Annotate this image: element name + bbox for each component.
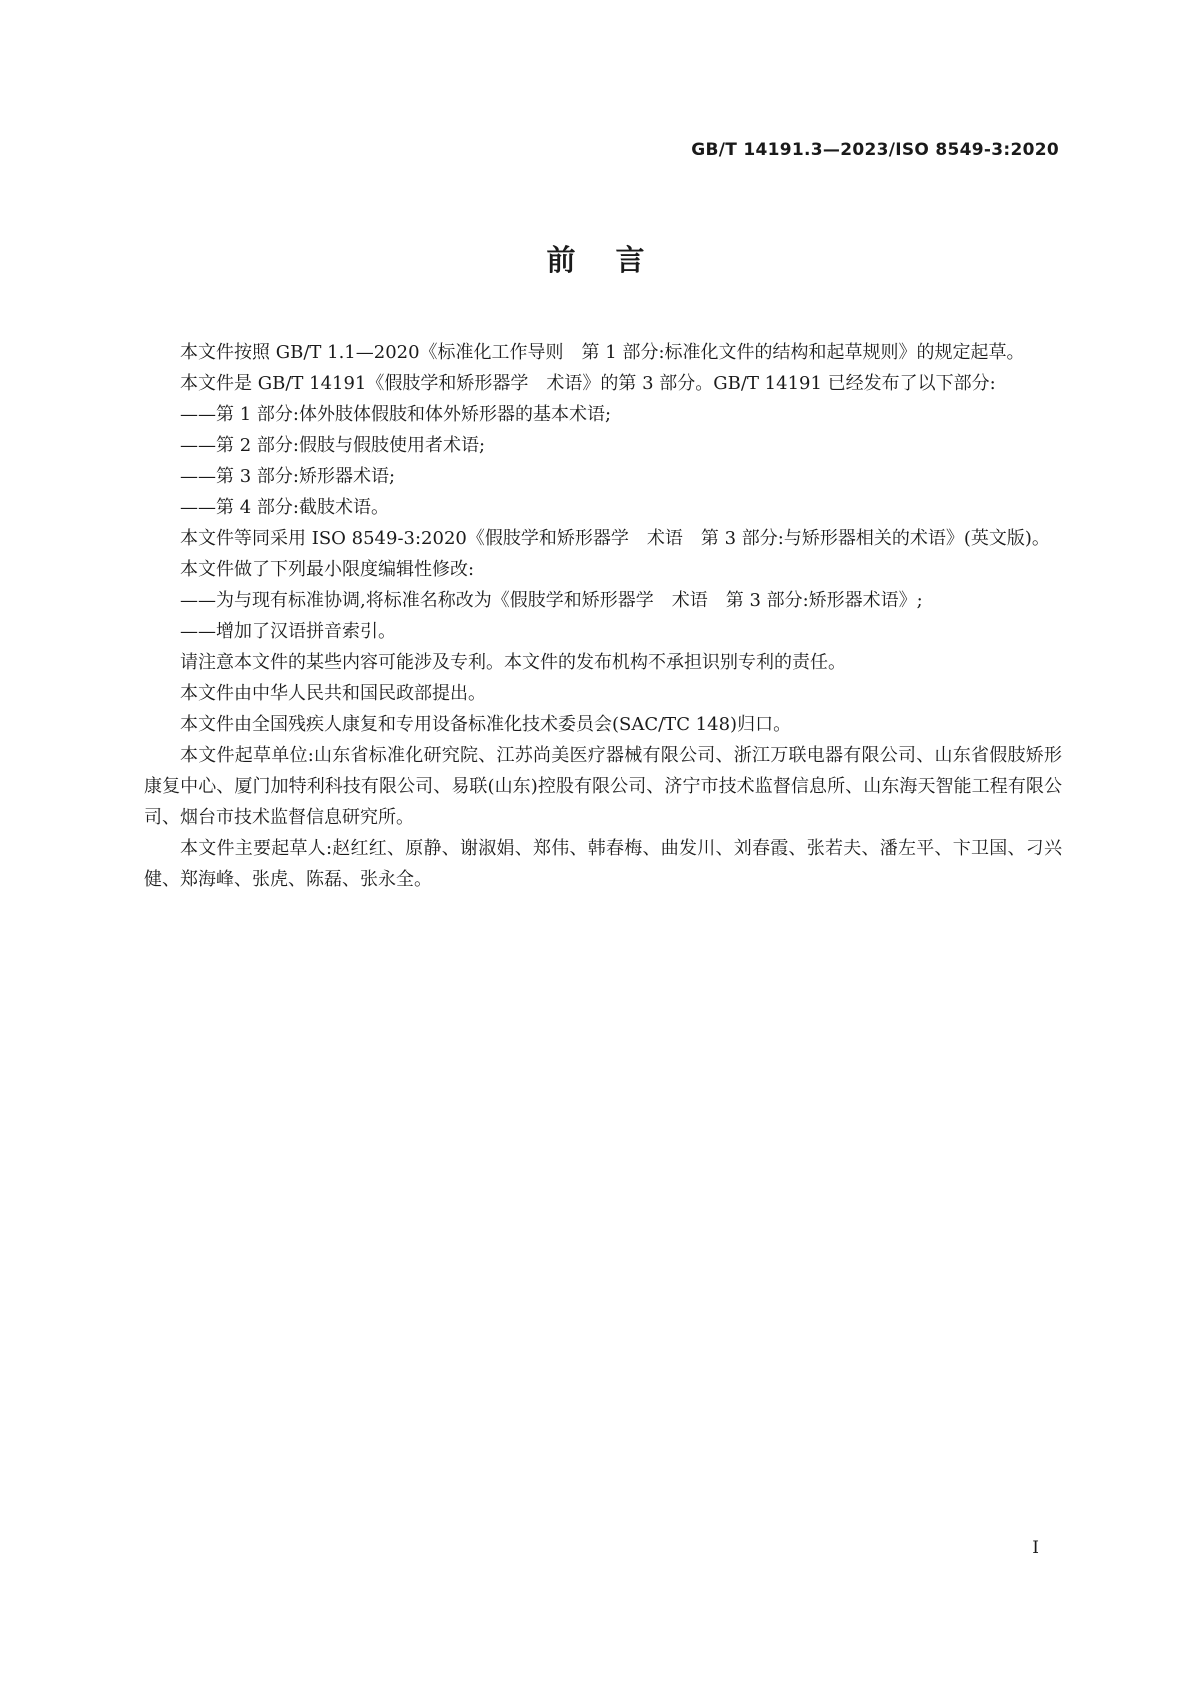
paragraph-series-info: 本文件是 GB/T 14191《假肢学和矫形器学 术语》的第 3 部分。GB/T 14191 已经发布了以下部分: [180,373,996,394]
list-item-change-1: ——为与现有标准协调,将标准名称改为《假肢学和矫形器学 术语 第 3 部分:矫形器术语》; [180,590,923,611]
paragraph-committee: 本文件由全国残疾人康复和专用设备标准化技术委员会(SAC/TC 148)归口。 [180,714,792,735]
list-item-change-2: ——增加了汉语拼音索引。 [180,621,396,642]
paragraph-modifications: 本文件做了下列最小限度编辑性修改: [180,559,475,580]
paragraph-drafters: 本文件主要起草人:赵红红、原静、谢淑娟、郑伟、韩春梅、曲发川、刘春霞、张若夫、潘左平、卞卫国、刁兴健、郑海峰、张虎、陈磊、张永全。 [144,838,1062,890]
list-item-part-3: ——第 3 部分:矫形器术语; [180,466,396,487]
page-number: I [1032,1538,1039,1558]
paragraph-adoption: 本文件等同采用 ISO 8549-3:2020《假肢学和矫形器学 术语 第 3 部分:与矫形器相关的术语》(英文版)。 [180,528,1050,549]
list-item-part-4: ——第 4 部分:截肢术语。 [180,497,389,518]
list-item-part-1: ——第 1 部分:体外肢体假肢和体外矫形器的基本术语; [180,404,612,425]
foreword-body [144,337,1062,895]
standard-number-header: GB/T 14191.3—2023/ISO 8549-3:2020 [691,140,1059,160]
list-item-part-2: ——第 2 部分:假肢与假肢使用者术语; [180,435,486,456]
page-title: 前言 [546,243,685,277]
paragraph-drafting-units: 本文件起草单位:山东省标准化研究院、江苏尚美医疗器械有限公司、浙江万联电器有限公司、山东省假肢矫形康复中心、厦门加特利科技有限公司、易联(山东)控股有限公司、济宁市技术监督信息所、山东海天智能工程有限公司、烟台市技术监督信息研究所。 [144,745,1062,828]
paragraph-drafting-rules: 本文件按照 GB/T 1.1—2020《标准化工作导则 第 1 部分:标准化文件的结构和起草规则》的规定起草。 [180,342,1025,363]
paragraph-proposer: 本文件由中华人民共和国民政部提出。 [180,683,486,704]
paragraph-patent-notice: 请注意本文件的某些内容可能涉及专利。本文件的发布机构不承担识别专利的责任。 [180,652,846,673]
